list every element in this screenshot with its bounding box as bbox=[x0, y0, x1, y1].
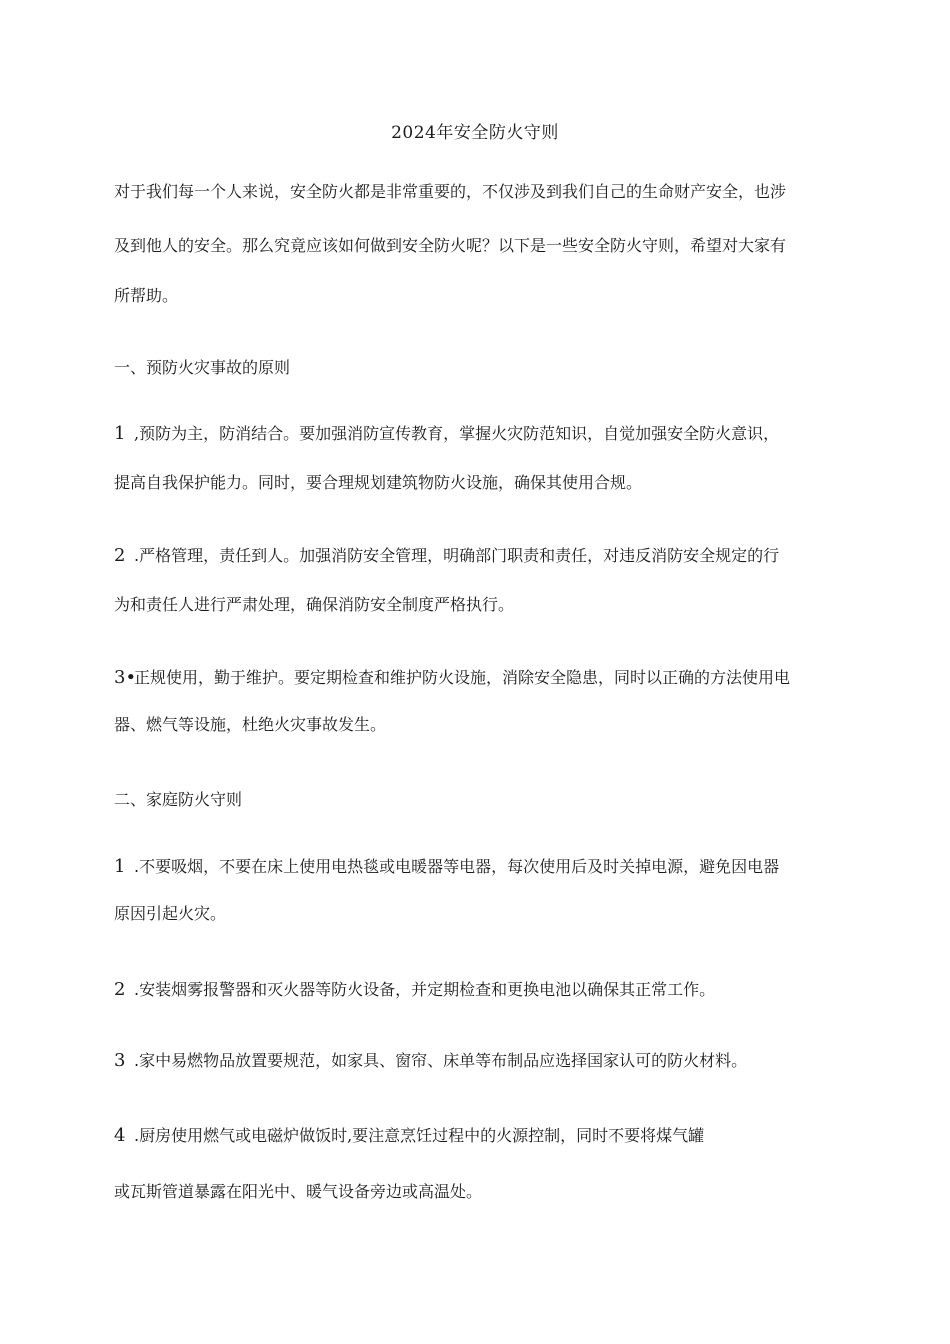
list-item-continuation bbox=[114, 1184, 850, 1200]
list-item bbox=[114, 858, 850, 876]
intro-paragraph bbox=[114, 184, 850, 202]
item-number: 3• bbox=[114, 667, 137, 688]
item-number: 3 bbox=[114, 1050, 126, 1071]
item-number: 1 bbox=[114, 856, 126, 877]
list-item bbox=[114, 1052, 850, 1070]
item-text: 正规使用，勤于维护。要定期检查和维护防火设施，消除安全隐患，同时以正确的方法使用电 bbox=[134, 668, 791, 687]
item-number: 4 bbox=[114, 1125, 126, 1146]
item-text: .家中易燃物品放置要规范，如家具、窗帘、床单等布制品应选择国家认可的防火材料。 bbox=[134, 1051, 748, 1070]
item-text: 原因引起火灾。 bbox=[114, 904, 227, 923]
item-text: .安装烟雾报警器和灭火器等防火设备，并定期检查和更换电池以确保其正常工作。 bbox=[134, 980, 716, 999]
item-number: 2 bbox=[114, 545, 126, 566]
intro-line: 及到他人的安全。那么究竟应该如何做到安全防火呢？以下是一些安全防火守则，希望对大家有 bbox=[114, 236, 787, 255]
list-item bbox=[114, 1127, 850, 1145]
intro-line: 对于我们每一个人来说，安全防火都是非常重要的，不仅涉及到我们自己的生命财产安全，也涉 bbox=[114, 182, 787, 201]
item-text: 器、燃气等设施，杜绝火灾事故发生。 bbox=[114, 715, 387, 734]
item-text: ,预防为主，防消结合。要加强消防宣传教育，掌握火灾防范知识，自觉加强安全防火意识， bbox=[134, 424, 780, 443]
list-item-continuation bbox=[114, 717, 850, 733]
intro-paragraph-line2 bbox=[114, 238, 850, 256]
list-item-continuation bbox=[114, 475, 850, 491]
section-heading: 一、预防火灾事故的原则 bbox=[114, 358, 291, 377]
list-item-continuation bbox=[114, 597, 850, 613]
item-number: 1 bbox=[114, 423, 126, 444]
document-title: 2024年安全防火守则 bbox=[391, 123, 559, 143]
intro-paragraph-line3 bbox=[114, 288, 850, 306]
item-text: .不要吸烟，不要在床上使用电热毯或电暖器等电器，每次使用后及时关掉电源，避免因电器 bbox=[134, 857, 780, 876]
list-item-continuation bbox=[114, 906, 850, 922]
item-text: 提高自我保护能力。同时，要合理规划建筑物防火设施，确保其使用合规。 bbox=[114, 473, 643, 492]
item-number: 2 bbox=[114, 979, 126, 1000]
list-item bbox=[114, 669, 850, 687]
item-text: 为和责任人进行严肃处理，确保消防安全制度严格执行。 bbox=[114, 595, 515, 614]
list-item bbox=[114, 547, 850, 565]
section-heading: 二、家庭防火守则 bbox=[114, 790, 243, 809]
list-item bbox=[114, 981, 850, 999]
item-text: .厨房使用燃气或电磁炉做饭时,要注意烹饪过程中的火源控制，同时不要将煤气罐 bbox=[134, 1126, 705, 1145]
list-item bbox=[114, 425, 850, 443]
intro-line: 所帮助。 bbox=[114, 286, 179, 305]
item-text: .严格管理，责任到人。加强消防安全管理，明确部门职责和责任，对违反消防安全规定的行 bbox=[134, 546, 780, 565]
item-text: 或瓦斯管道暴露在阳光中、暖气设备旁边或高温处。 bbox=[114, 1182, 483, 1201]
